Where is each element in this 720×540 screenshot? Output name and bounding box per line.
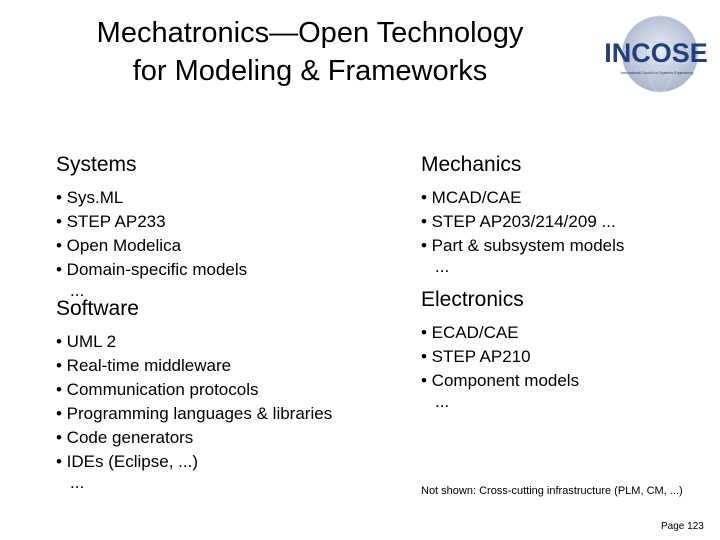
page-number: Page 123: [661, 521, 704, 532]
list-item: • Domain-specific models: [56, 260, 248, 279]
title-line-2: for Modeling & Frameworks: [132, 55, 488, 87]
list-item: • MCAD/CAE: [421, 188, 522, 207]
electronics-list: [421, 321, 579, 393]
mechanics-heading: Mechanics: [421, 153, 522, 176]
systems-heading: Systems: [56, 153, 137, 176]
slide-title: [40, 14, 580, 90]
systems-more: ...: [70, 281, 85, 300]
footnote: Not shown: Cross-cutting infrastructure (PLM, CM, ...): [421, 485, 683, 497]
list-item: • UML 2: [56, 332, 117, 351]
software-more: ...: [70, 473, 85, 492]
logo-wordmark: INCOSE: [604, 38, 708, 68]
list-item: • Code generators: [56, 428, 194, 447]
mechanics-more: ...: [435, 257, 450, 276]
list-item: • Part & subsystem models: [421, 236, 625, 255]
list-item: • STEP AP210: [421, 347, 531, 366]
mechanics-list: [421, 186, 624, 258]
software-heading: Software: [56, 297, 139, 320]
logo-tagline: International Council on Systems Engineering: [620, 71, 694, 75]
list-item: • Open Modelica: [56, 236, 182, 255]
title-line-1: Mechatronics—Open Technology: [96, 17, 524, 49]
list-item: • STEP AP203/214/209 ...: [421, 212, 616, 231]
list-item: • Component models: [421, 371, 580, 390]
electronics-section: [421, 286, 579, 411]
mechanics-section: [421, 151, 624, 276]
list-item: • Sys.ML: [56, 188, 124, 207]
systems-section: [56, 151, 247, 300]
electronics-more: ...: [435, 392, 450, 411]
list-item: • Programming languages & libraries: [56, 404, 333, 423]
list-item: • STEP AP233: [56, 212, 166, 231]
incose-logo: [600, 10, 712, 100]
list-item: • Communication protocols: [56, 380, 259, 399]
list-item: • Real-time middleware: [56, 356, 232, 375]
electronics-heading: Electronics: [421, 288, 524, 311]
list-item: • ECAD/CAE: [421, 323, 519, 342]
list-item: • IDEs (Eclipse, ...): [56, 452, 198, 471]
software-list: [56, 330, 332, 474]
systems-list: [56, 186, 247, 282]
software-section: [56, 295, 332, 492]
